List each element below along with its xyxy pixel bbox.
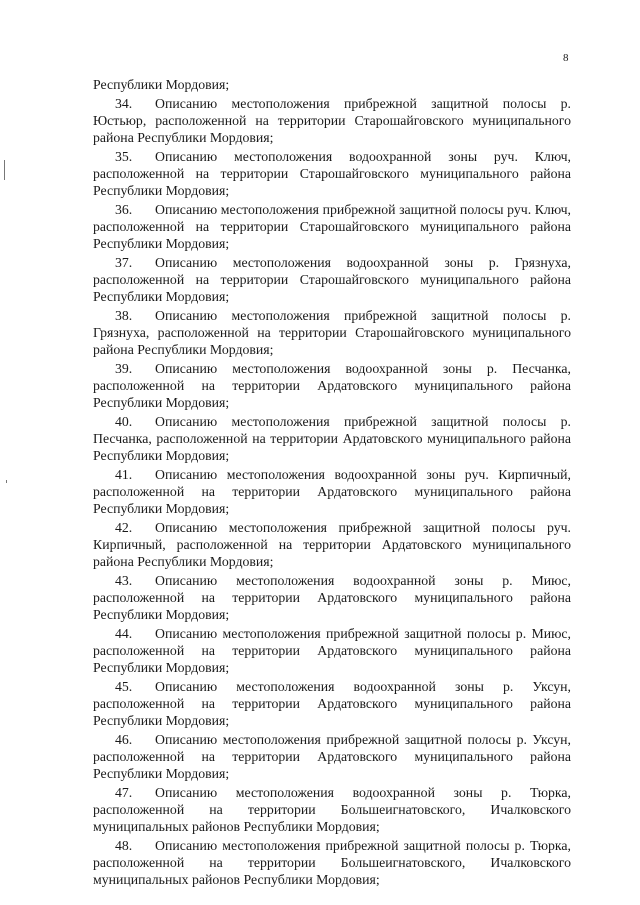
list-item (93, 519, 571, 571)
item-text: Описанию местоположения прибрежной защитной полосы руч. Ключ, расположенной на территории Старошайговского муниципального района Республики Мордовия; (93, 201, 571, 251)
list-item (93, 837, 571, 889)
item-number: 39. (115, 360, 133, 376)
scan-mark (6, 480, 7, 483)
item-text: Описанию местоположения прибрежной защитной полосы р. Уксун, расположенной на территории Ардатовского муниципального района Республики Мордовия; (93, 731, 571, 781)
list-item (93, 466, 571, 518)
list-item (93, 95, 571, 147)
item-text: Описанию местоположения прибрежной защитной полосы р. Песчанка, расположенной на территории Ардатовского муниципального района Республики Мордовия; (93, 413, 571, 463)
item-number: 47. (115, 784, 133, 800)
list-item (93, 254, 571, 306)
list-item (93, 731, 571, 783)
item-text: Описанию местоположения прибрежной защитной полосы р. Грязнуха, расположенной на территории Старошайговского муниципального района Республики Мордовия; (93, 307, 571, 357)
item-number: 48. (115, 837, 133, 853)
item-number: 35. (115, 148, 133, 164)
item-number: 45. (115, 678, 133, 694)
item-number: 41. (115, 466, 133, 482)
item-number: 46. (115, 731, 133, 747)
item-number: 43. (115, 572, 133, 588)
list-item (93, 678, 571, 730)
item-text: Описанию местоположения водоохранной зоны руч. Кирпичный, расположенной на территории Ардатовского муниципального района Республики Мордовия; (93, 466, 571, 516)
item-number: 34. (115, 95, 133, 111)
item-number: 36. (115, 201, 133, 217)
item-text: Описанию местоположения прибрежной защитной полосы р. Тюрка, расположенной на территории Большеигнатовского, Ичалковского муниципальных районов Республики Мордовия; (93, 837, 571, 887)
item-list (93, 95, 571, 889)
item-text: Описанию местоположения водоохранной зоны р. Уксун, расположенной на территории Ардатовского муниципального района Республики Мордовия; (93, 678, 571, 728)
item-text: Описанию местоположения прибрежной защитной полосы р. Юстьюр, расположенной на территории Старошайговского муниципального района Республики Мордовия; (93, 95, 571, 145)
item-text: Описанию местоположения прибрежной защитной полосы руч. Кирпичный, расположенной на территории Ардатовского муниципального района Республики Мордовия; (93, 519, 571, 569)
item-number: 42. (115, 519, 133, 535)
document-body (93, 76, 571, 888)
list-item (93, 148, 571, 200)
item-text: Описанию местоположения водоохранной зоны р. Миюс, расположенной на территории Ардатовского муниципального района Республики Мордовия; (93, 572, 571, 622)
list-item (93, 572, 571, 624)
list-item (93, 625, 571, 677)
item-text: Описанию местоположения прибрежной защитной полосы р. Миюс, расположенной на территории Ардатовского муниципального района Республики Мордовия; (93, 625, 571, 675)
item-text: Описанию местоположения водоохранной зоны р. Грязнуха, расположенной на территории Старошайговского муниципального района Республики Мордовия; (93, 254, 571, 304)
list-item (93, 307, 571, 359)
list-item (93, 784, 571, 836)
item-text: Описанию местоположения водоохранной зоны руч. Ключ, расположенной на территории Старошайговского муниципального района Республики Мордовия; (93, 148, 571, 198)
page-number: 8 (563, 52, 569, 64)
item-number: 44. (115, 625, 133, 641)
scan-mark (4, 160, 5, 180)
list-item (93, 201, 571, 253)
list-item (93, 413, 571, 465)
item-number: 37. (115, 254, 133, 270)
item-text: Описанию местоположения водоохранной зоны р. Тюрка, расположенной на территории Большеигнатовского, Ичалковского муниципальных районов Республики Мордовия; (93, 784, 571, 834)
item-number: 38. (115, 307, 133, 323)
list-item (93, 360, 571, 412)
item-text: Описанию местоположения водоохранной зоны р. Песчанка, расположенной на территории Ардатовского муниципального района Республики Мордовия; (93, 360, 571, 410)
item-number: 40. (115, 413, 133, 429)
lead-text: Республики Мордовия; (93, 77, 230, 92)
